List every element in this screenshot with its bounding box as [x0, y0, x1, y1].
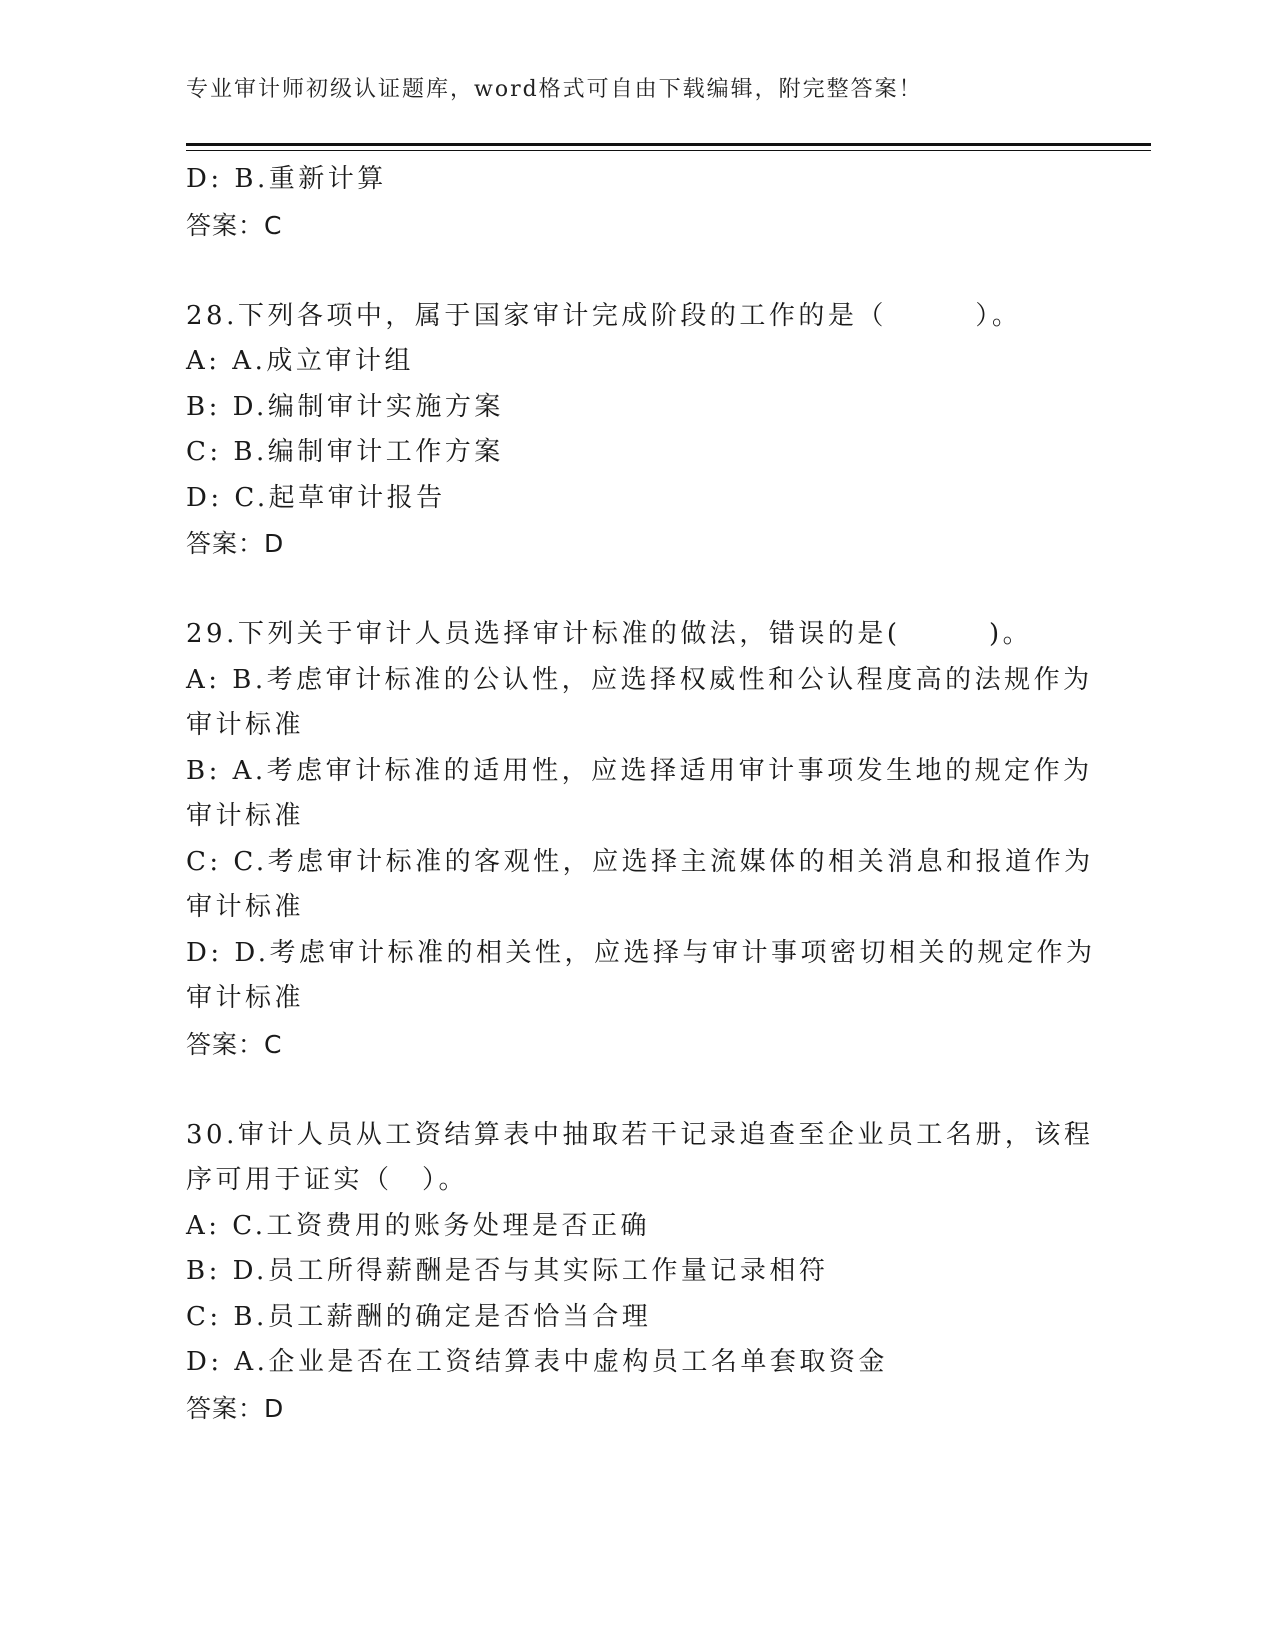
option-b: B: D.员工所得薪酬是否与其实际工作量记录相符 [186, 1256, 829, 1286]
document-body [186, 157, 1096, 1431]
option-d: D: A.企业是否在工资结算表中虚构员工名单套取资金 [186, 1347, 888, 1377]
option-c-cont: 审计标准 [186, 892, 305, 922]
spacer [186, 1067, 1086, 1113]
option-c: C: B.员工薪酬的确定是否恰当合理 [186, 1301, 652, 1332]
answer: 答案：C [186, 210, 283, 240]
spacer [186, 248, 1086, 294]
option-b: B: A.考虑审计标准的适用性，应选择适用审计事项发生地的规定作为 [186, 755, 1093, 786]
header-rule-thick [186, 143, 1151, 146]
answer: 答案：D [186, 529, 285, 558]
question-stem-cont: 序可用于证实（ ）。 [186, 1165, 469, 1195]
question-stem: 30.审计人员从工资结算表中抽取若干记录追查至企业员工名册，该程 [186, 1119, 1094, 1150]
option-a: A: C.工资费用的账务处理是否正确 [186, 1210, 651, 1241]
option-a: A: A.成立审计组 [186, 346, 414, 376]
question-stem: 29.下列关于审计人员选择审计标准的做法，错误的是( )。 [186, 619, 1033, 649]
spacer [186, 567, 1086, 613]
question-30 [186, 1113, 1094, 1432]
header-rule-thin [186, 150, 1151, 151]
option-b-cont: 审计标准 [186, 801, 305, 831]
question-28 [186, 294, 1086, 567]
option-a: A: B.考虑审计标准的公认性，应选择权威性和公认程度高的法规作为 [186, 664, 1093, 695]
page-header: 专业审计师初级认证题库，word格式可自由下载编辑，附完整答案！ [186, 77, 923, 102]
option-d: D: C.起草审计报告 [186, 482, 446, 513]
option-d: D: D.考虑审计标准的相关性，应选择与审计事项密切相关的规定作为 [186, 937, 1096, 968]
option-b: B: D.编制审计实施方案 [186, 391, 504, 422]
answer: 答案：C [186, 1029, 283, 1059]
option-d: D: B.重新计算 [186, 164, 387, 194]
option-c: C: C.考虑审计标准的客观性，应选择主流媒体的相关消息和报道作为 [186, 846, 1094, 877]
answer: 答案：D [186, 1393, 285, 1423]
option-d-cont: 审计标准 [186, 983, 305, 1013]
option-c: C: B.编制审计工作方案 [186, 437, 504, 467]
question-29 [186, 612, 1096, 1067]
question-stem: 28.下列各项中，属于国家审计完成阶段的工作的是（ ）。 [186, 300, 1022, 331]
option-a-cont: 审计标准 [186, 710, 305, 740]
